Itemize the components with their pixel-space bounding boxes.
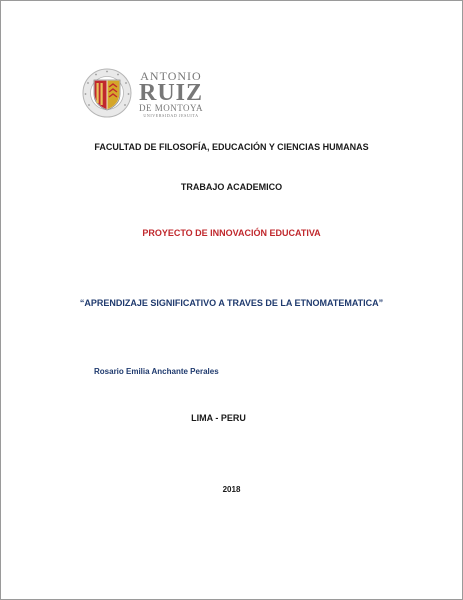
project-label: PROYECTO DE INNOVACIÓN EDUCATIVA (142, 228, 321, 238)
year: 2018 (222, 485, 241, 494)
university-logo (81, 67, 206, 119)
logo-wordmark-line1: ANTONIO (140, 69, 202, 83)
document-title: “APRENDIZAJE SIGNIFICATIVO A TRAVES DE LA ETNOMATEMATICA” (79, 298, 384, 308)
logo-wordmark-line4: UNIVERSIDAD JESUITA (143, 113, 199, 118)
logo-wordmark-line2: RUIZ (138, 80, 203, 106)
place: LIMA - PERU (191, 413, 246, 423)
logo-wordmark-line3: DE MONTOYA (138, 103, 204, 113)
faculty-name: FACULTAD DE FILOSOFÍA, EDUCACIÓN Y CIENCIAS HUMANAS (94, 142, 369, 152)
work-type: TRABAJO ACADEMICO (180, 182, 283, 192)
university-seal-icon (81, 67, 133, 119)
logo-wordmark (136, 67, 206, 119)
author-name: Rosario Emilia Anchante Perales (94, 367, 219, 376)
